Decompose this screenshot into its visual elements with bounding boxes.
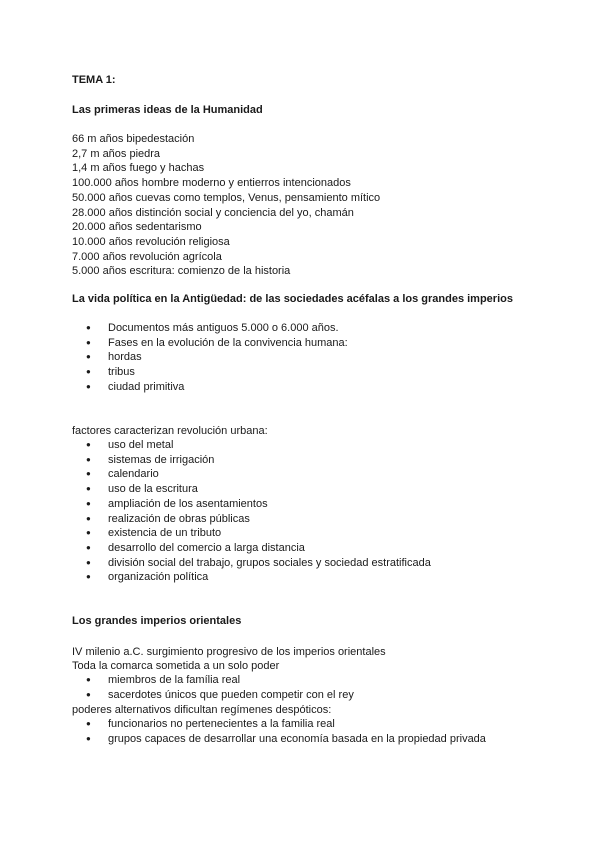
list-item: ● ampliación de los asentamientos xyxy=(72,497,431,512)
timeline-line: 5.000 años escritura: comienzo de la historia xyxy=(72,265,291,278)
timeline-line: 7.000 años revolución agrícola xyxy=(72,250,222,263)
list-item: ● hordas xyxy=(72,350,348,365)
timeline-line: 20.000 años sedentarismo xyxy=(72,221,202,234)
list-item: ● ciudad primitiva xyxy=(72,380,348,395)
timeline-line: 50.000 años cuevas como templos, Venus, pensamiento mítico xyxy=(72,191,381,204)
factors-list xyxy=(72,438,431,585)
list-item: ● calendario xyxy=(72,467,431,482)
factors-intro: factores caracterizan revolución urbana: xyxy=(72,425,268,437)
list-item: ● sacerdotes únicos que pueden competir con el rey xyxy=(72,688,354,703)
list-item: ● desarrollo del comercio a larga distancia xyxy=(72,541,431,556)
section2-bullet-list xyxy=(72,321,348,395)
list-item: ● uso del metal xyxy=(72,438,431,453)
section3-title: Los grandes imperios orientales xyxy=(72,615,242,627)
list-item: ● grupos capaces de desarrollar una economía basada en la propiedad privada xyxy=(72,732,486,747)
section1-title: Las primeras ideas de la Humanidad xyxy=(72,104,263,116)
section3-line: Toda la comarca sometida a un solo poder xyxy=(72,660,280,672)
list-item: ● sistemas de irrigación xyxy=(72,453,431,468)
timeline-line: 100.000 años hombre moderno y entierros intencionados xyxy=(72,177,351,190)
timeline-line: 28.000 años distinción social y conciencia del yo, chamán xyxy=(72,206,354,219)
section3-bullet-list-2 xyxy=(72,717,486,746)
timeline-line: 2,7 m años piedra xyxy=(72,147,161,160)
list-item: ● funcionarios no pertenecientes a la familia real xyxy=(72,717,486,732)
list-item: ● Fases en la evolución de la convivencia humana: xyxy=(72,336,348,351)
list-item: ● uso de la escritura xyxy=(72,482,431,497)
list-item: ● organización política xyxy=(72,570,431,585)
list-item: ● realización de obras públicas xyxy=(72,512,431,527)
timeline-line: 10.000 años revolución religiosa xyxy=(72,235,230,248)
section3-line: poderes alternativos dificultan regímenes despóticos: xyxy=(72,704,332,716)
list-item: ● miembros de la família real xyxy=(72,673,354,688)
section3-bullet-list-1 xyxy=(72,673,354,702)
section2-title: La vida política en la Antigüedad: de las sociedades acéfalas a los grandes imperios xyxy=(72,293,513,305)
section3-line: IV milenio a.C. surgimiento progresivo de los imperios orientales xyxy=(72,646,386,658)
list-item: ● existencia de un tributo xyxy=(72,526,431,541)
timeline-line: 66 m años bipedestación xyxy=(72,133,195,145)
timeline-line: 1,4 m años fuego y hachas xyxy=(72,162,205,175)
section1-timeline xyxy=(72,132,380,279)
list-item: ● división social del trabajo, grupos sociales y sociedad estratificada xyxy=(72,556,431,571)
list-item: ● tribus xyxy=(72,365,348,380)
list-item: ● Documentos más antiguos 5.000 o 6.000 años. xyxy=(72,321,348,336)
tema-heading: TEMA 1: xyxy=(72,74,116,86)
